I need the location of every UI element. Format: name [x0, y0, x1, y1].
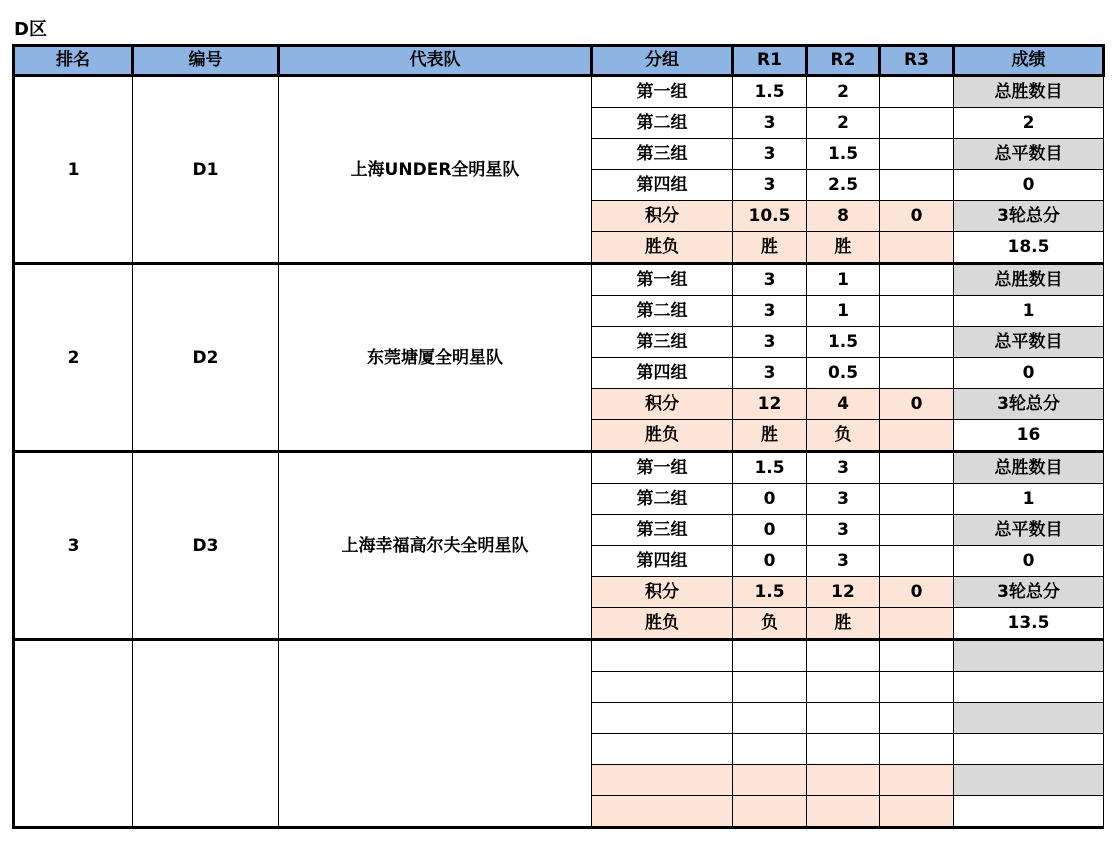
r3-cell: 0	[880, 577, 954, 608]
table-row	[14, 640, 1104, 672]
r1-cell	[733, 734, 807, 765]
r3-cell	[880, 420, 954, 452]
header-code: 编号	[133, 46, 279, 76]
table-row	[14, 264, 1104, 296]
standings-table	[12, 44, 1105, 829]
r3-cell: 0	[880, 201, 954, 232]
r1-cell	[733, 640, 807, 672]
r2-cell: 3	[807, 515, 880, 546]
result-cell: 3轮总分	[954, 577, 1104, 608]
group-label-cell	[592, 640, 733, 672]
r1-cell: 3	[733, 264, 807, 296]
r1-cell: 负	[733, 608, 807, 640]
r1-cell: 3	[733, 327, 807, 358]
r1-cell: 胜	[733, 232, 807, 264]
r3-cell	[880, 452, 954, 484]
code-cell: D3	[133, 452, 279, 640]
header-r3: R3	[880, 46, 954, 76]
r1-cell	[733, 703, 807, 734]
team-name-cell: 东莞塘厦全明星队	[279, 264, 592, 452]
result-cell: 1	[954, 484, 1104, 515]
group-label-cell	[592, 703, 733, 734]
r3-cell	[880, 672, 954, 703]
r2-cell: 3	[807, 452, 880, 484]
r3-cell	[880, 515, 954, 546]
result-cell: 总平数目	[954, 327, 1104, 358]
rank-cell: 3	[14, 452, 133, 640]
r1-cell: 0	[733, 515, 807, 546]
r3-cell	[880, 76, 954, 108]
group-label-cell: 第一组	[592, 452, 733, 484]
r3-cell	[880, 640, 954, 672]
r1-cell	[733, 672, 807, 703]
header-rank: 排名	[14, 46, 133, 76]
r3-cell	[880, 608, 954, 640]
group-label-cell: 胜负	[592, 608, 733, 640]
code-cell: D1	[133, 76, 279, 264]
rank-cell	[14, 640, 133, 828]
r1-cell: 3	[733, 358, 807, 389]
result-cell: 总胜数目	[954, 452, 1104, 484]
r2-cell: 12	[807, 577, 880, 608]
table-row	[14, 76, 1104, 108]
result-cell: 总平数目	[954, 139, 1104, 170]
r3-cell	[880, 170, 954, 201]
group-label-cell: 第二组	[592, 484, 733, 515]
r3-cell	[880, 546, 954, 577]
r3-cell	[880, 139, 954, 170]
result-cell: 13.5	[954, 608, 1104, 640]
header-r1: R1	[733, 46, 807, 76]
result-cell: 0	[954, 546, 1104, 577]
result-cell	[954, 703, 1104, 734]
r3-cell	[880, 484, 954, 515]
group-label-cell: 第三组	[592, 327, 733, 358]
team-name-cell: 上海UNDER全明星队	[279, 76, 592, 264]
r1-cell: 3	[733, 170, 807, 201]
group-label-cell	[592, 796, 733, 828]
r1-cell: 3	[733, 139, 807, 170]
r3-cell	[880, 765, 954, 796]
r2-cell	[807, 734, 880, 765]
r3-cell	[880, 358, 954, 389]
r1-cell: 3	[733, 296, 807, 327]
result-cell: 0	[954, 170, 1104, 201]
r3-cell	[880, 108, 954, 139]
result-cell	[954, 765, 1104, 796]
r3-cell	[880, 264, 954, 296]
r1-cell: 3	[733, 108, 807, 139]
r2-cell: 1.5	[807, 139, 880, 170]
group-label-cell	[592, 672, 733, 703]
group-label-cell: 积分	[592, 201, 733, 232]
r1-cell	[733, 765, 807, 796]
r3-cell	[880, 796, 954, 828]
result-cell: 总胜数目	[954, 264, 1104, 296]
r2-cell: 1.5	[807, 327, 880, 358]
header-team: 代表队	[279, 46, 592, 76]
table-row	[14, 452, 1104, 484]
r1-cell: 1.5	[733, 452, 807, 484]
r3-cell	[880, 734, 954, 765]
r2-cell: 2	[807, 76, 880, 108]
r2-cell: 1	[807, 296, 880, 327]
result-cell: 3轮总分	[954, 201, 1104, 232]
r3-cell: 0	[880, 389, 954, 420]
result-cell: 2	[954, 108, 1104, 139]
group-label-cell: 第三组	[592, 139, 733, 170]
result-cell: 总平数目	[954, 515, 1104, 546]
group-label-cell: 第四组	[592, 170, 733, 201]
r1-cell: 0	[733, 546, 807, 577]
r2-cell: 3	[807, 546, 880, 577]
r2-cell: 3	[807, 484, 880, 515]
r2-cell	[807, 765, 880, 796]
group-label-cell: 第四组	[592, 358, 733, 389]
r1-cell	[733, 796, 807, 828]
result-cell: 总胜数目	[954, 76, 1104, 108]
r2-cell: 胜	[807, 608, 880, 640]
r3-cell	[880, 232, 954, 264]
group-label-cell: 胜负	[592, 232, 733, 264]
r2-cell: 负	[807, 420, 880, 452]
result-cell	[954, 796, 1104, 828]
result-cell: 18.5	[954, 232, 1104, 264]
header-group: 分组	[592, 46, 733, 76]
group-label-cell: 第二组	[592, 108, 733, 139]
group-label-cell: 第一组	[592, 264, 733, 296]
result-cell	[954, 734, 1104, 765]
rank-cell: 1	[14, 76, 133, 264]
r2-cell	[807, 672, 880, 703]
rank-cell: 2	[14, 264, 133, 452]
team-name-cell: 上海幸福高尔夫全明星队	[279, 452, 592, 640]
r3-cell	[880, 327, 954, 358]
r1-cell: 1.5	[733, 577, 807, 608]
result-cell: 3轮总分	[954, 389, 1104, 420]
zone-title: D区	[14, 19, 47, 40]
result-cell: 1	[954, 296, 1104, 327]
r1-cell: 0	[733, 484, 807, 515]
result-cell: 0	[954, 358, 1104, 389]
result-cell	[954, 640, 1104, 672]
code-cell: D2	[133, 264, 279, 452]
group-label-cell	[592, 734, 733, 765]
header-row	[14, 46, 1104, 76]
r1-cell: 12	[733, 389, 807, 420]
r1-cell: 胜	[733, 420, 807, 452]
r2-cell: 8	[807, 201, 880, 232]
group-label-cell: 第一组	[592, 76, 733, 108]
result-cell: 16	[954, 420, 1104, 452]
group-label-cell: 第二组	[592, 296, 733, 327]
r2-cell: 1	[807, 264, 880, 296]
header-r2: R2	[807, 46, 880, 76]
header-result: 成绩	[954, 46, 1104, 76]
group-label-cell: 第四组	[592, 546, 733, 577]
r3-cell	[880, 703, 954, 734]
r2-cell: 胜	[807, 232, 880, 264]
r2-cell: 2.5	[807, 170, 880, 201]
r1-cell: 10.5	[733, 201, 807, 232]
group-label-cell: 胜负	[592, 420, 733, 452]
r2-cell: 2	[807, 108, 880, 139]
r1-cell: 1.5	[733, 76, 807, 108]
r2-cell	[807, 703, 880, 734]
team-name-cell	[279, 640, 592, 828]
result-cell	[954, 672, 1104, 703]
standings-body	[14, 76, 1104, 828]
code-cell	[133, 640, 279, 828]
r2-cell: 0.5	[807, 358, 880, 389]
group-label-cell: 第三组	[592, 515, 733, 546]
group-label-cell: 积分	[592, 389, 733, 420]
r3-cell	[880, 296, 954, 327]
r2-cell	[807, 796, 880, 828]
group-label-cell	[592, 765, 733, 796]
group-label-cell: 积分	[592, 577, 733, 608]
r2-cell: 4	[807, 389, 880, 420]
r2-cell	[807, 640, 880, 672]
